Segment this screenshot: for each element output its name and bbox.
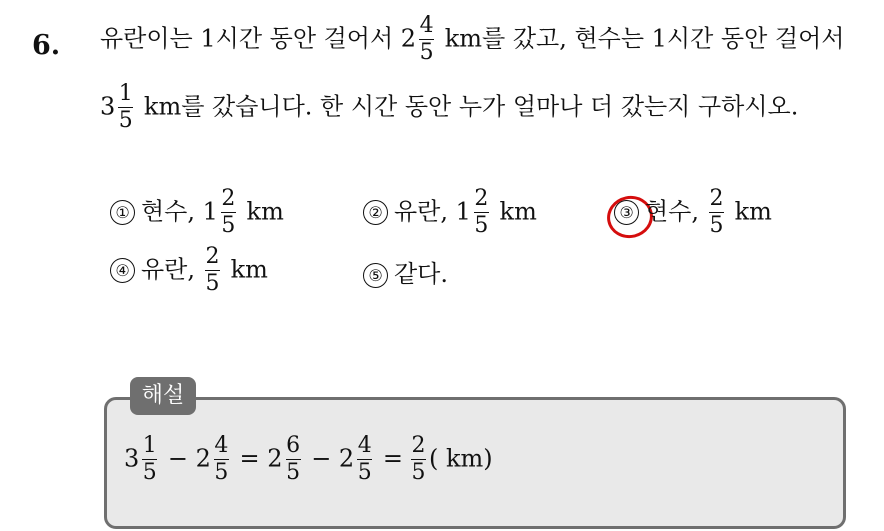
choice-unit: km xyxy=(223,255,268,284)
choice-text: 유란, 1 xyxy=(394,197,471,226)
fraction: $\frac{6}{5}$ xyxy=(286,433,301,486)
question-text-2-whole: 3 xyxy=(100,92,116,121)
choice-text: 현수, 1 xyxy=(141,197,218,226)
choice-1[interactable] xyxy=(110,188,284,238)
question-number: 6. xyxy=(32,30,61,61)
choice-4[interactable] xyxy=(110,246,268,296)
formula-term: = 2 xyxy=(231,444,283,473)
choice-unit: km xyxy=(238,197,284,226)
explanation-formula xyxy=(124,435,493,485)
fraction: $\frac{2}{5}$ xyxy=(221,186,236,239)
choice-text: 같다. xyxy=(394,260,448,288)
fraction: $\frac{2}{5}$ xyxy=(205,244,220,297)
choice-marker: ② xyxy=(363,200,388,225)
choice-marker: ④ xyxy=(110,258,135,283)
choice-text: 현수, xyxy=(645,197,699,226)
choice-5[interactable] xyxy=(363,262,448,288)
fraction: $\frac{2}{5}$ xyxy=(411,433,426,486)
fraction: $\frac{2}{5}$ xyxy=(709,186,724,239)
formula-term: 3 xyxy=(124,444,140,473)
formula-unit: ( km) xyxy=(428,444,493,473)
choice-text: 유란, xyxy=(141,255,195,284)
choice-marker: ⑤ xyxy=(363,263,388,288)
question-text-2b: km를 갔습니다. 한 시간 동안 누가 얼마나 더 갔는지 구하시오. xyxy=(136,92,799,121)
formula-term: − 2 xyxy=(160,444,211,473)
fraction: $\frac{4}{5}$ xyxy=(357,433,372,486)
question-text-1b: km를 갔고, 현수는 1시간 동안 걸어서 xyxy=(437,24,845,53)
question-line-2 xyxy=(100,83,798,133)
fraction: $\frac{4}{5}$ xyxy=(419,13,434,66)
formula-term: = xyxy=(375,444,403,473)
choice-unit: km xyxy=(491,197,537,226)
choice-marker: ③ xyxy=(614,200,639,225)
fraction: $\frac{1}{5}$ xyxy=(118,81,133,134)
fraction: $\frac{2}{5}$ xyxy=(474,186,489,239)
choice-3[interactable] xyxy=(614,188,772,238)
question-line-1 xyxy=(100,15,844,65)
choice-unit: km xyxy=(727,197,772,226)
fraction: $\frac{4}{5}$ xyxy=(214,433,229,486)
question-text-1a: 유란이는 1시간 동안 걸어서 2 xyxy=(100,24,417,53)
choice-marker: ① xyxy=(110,200,135,225)
explanation-label: 해설 xyxy=(130,377,196,415)
choice-2[interactable] xyxy=(363,188,537,238)
fraction: $\frac{1}{5}$ xyxy=(142,433,157,486)
formula-term: − 2 xyxy=(303,444,355,473)
